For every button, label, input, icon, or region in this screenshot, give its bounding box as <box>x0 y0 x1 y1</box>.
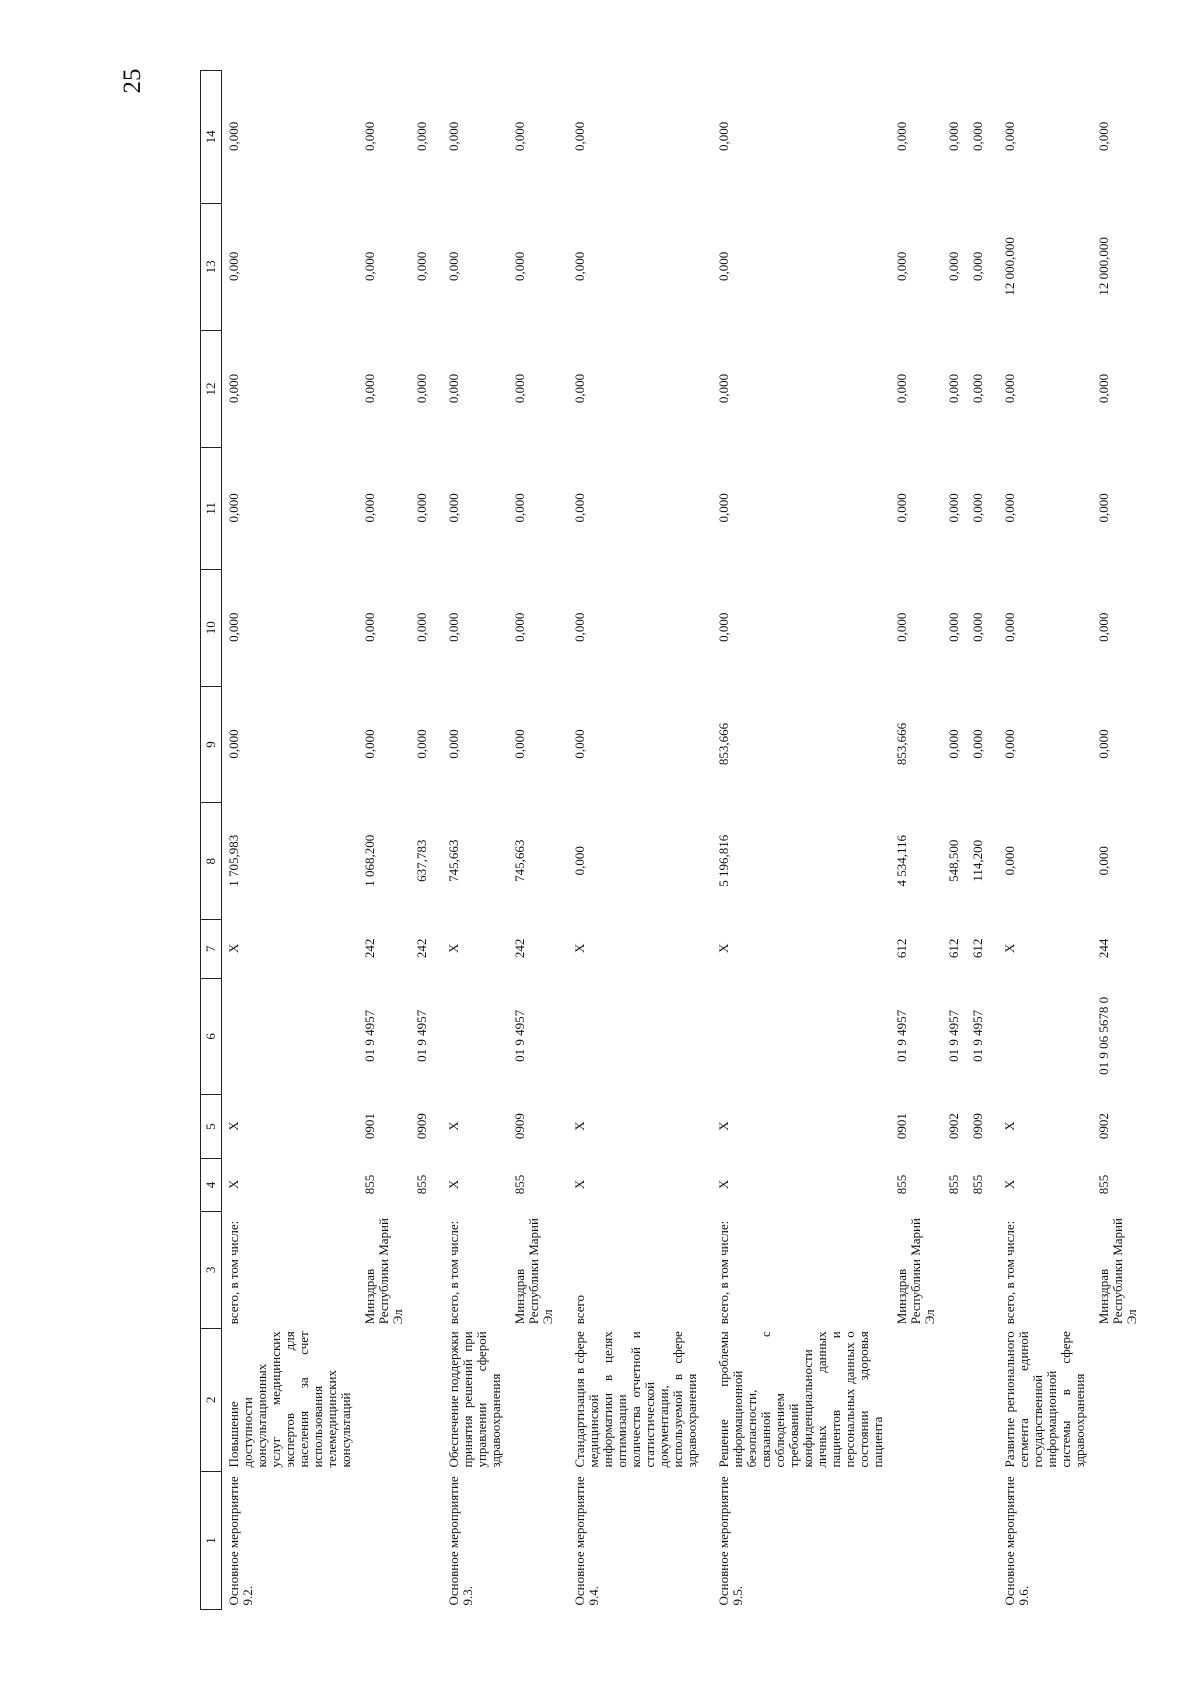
cell-value-2014: 0,000 <box>572 846 587 876</box>
cell-value-2016: 0,000 <box>716 612 731 642</box>
cell-activity-name <box>1092 1472 1144 1610</box>
cell-value-2019: 0,000 <box>446 251 461 282</box>
cell-expense-type: Х <box>572 943 587 954</box>
cell-grbs-code: 855 <box>946 1174 961 1195</box>
col-header: 10 <box>201 569 222 686</box>
cell-executor: Минздрав Республики Марий Эл <box>362 1218 405 1325</box>
cell-activity-name: Основное мероприятие 9.6. <box>1002 1476 1031 1606</box>
cell-value-2020: 0,000 <box>946 121 961 151</box>
table-row <box>410 71 434 1610</box>
cell-value-2015: 0,000 <box>1002 729 1017 759</box>
cell-activity-description: Обеспечение поддержки принятия решений при управлении сферой здравоохранения <box>446 1331 503 1468</box>
cell-value-2020: 0,000 <box>362 121 377 151</box>
col-header: 7 <box>201 920 222 978</box>
cell-value-2020: 0,000 <box>894 121 909 151</box>
col-header: 4 <box>201 1158 222 1211</box>
cell-section-code: Х <box>1002 1121 1017 1131</box>
cell-value-2015: 0,000 <box>362 729 377 759</box>
cell-target-article: 01 9 4957 <box>512 1009 527 1062</box>
cell-grbs-code: Х <box>1002 1179 1017 1190</box>
cell-value-2018: 0,000 <box>970 373 985 404</box>
col-header: 13 <box>201 203 222 330</box>
cell-value-2018: 0,000 <box>572 373 587 404</box>
cell-value-2016: 0,000 <box>446 612 461 642</box>
cell-value-2019: 0,000 <box>362 251 377 282</box>
cell-grbs-code: 855 <box>894 1174 909 1195</box>
table-body <box>222 71 1145 1610</box>
cell-value-2018: 0,000 <box>446 373 461 404</box>
cell-expense-type: 242 <box>414 938 429 959</box>
cell-activity-description <box>890 1328 942 1471</box>
cell-executor: всего, в том числе: <box>226 1220 241 1325</box>
cell-value-2016: 0,000 <box>970 612 985 642</box>
cell-section-code: Х <box>716 1121 731 1131</box>
cell-value-2017: 0,000 <box>946 493 961 523</box>
cell-value-2016: 0,000 <box>414 612 429 642</box>
cell-expense-type: 612 <box>946 938 961 959</box>
cell-activity-name: Основное мероприятие 9.4. <box>572 1476 601 1606</box>
cell-activity-description: Повышение доступности консультационных услуг медицинских экспертов для населения за счет использования телемедицинских консультаций <box>226 1331 353 1468</box>
cell-value-2020: 0,000 <box>970 121 985 151</box>
cell-activity-description <box>966 1328 990 1471</box>
cell-target-article <box>222 978 359 1095</box>
cell-value-2016: 0,000 <box>894 612 909 642</box>
cell-target-article <box>434 978 508 1095</box>
cell-expense-type: Х <box>716 943 731 954</box>
cell-expense-type: 242 <box>362 938 377 959</box>
cell-value-2019: 0,000 <box>572 251 587 282</box>
cell-section-code: 0902 <box>1096 1113 1111 1140</box>
cell-target-article: 01 9 4957 <box>894 1009 909 1062</box>
page-number: 25 <box>119 68 146 94</box>
cell-value-2018: 0,000 <box>512 373 527 404</box>
cell-executor: Минздрав Республики Марий Эл <box>894 1218 937 1325</box>
cell-value-2015: 0,000 <box>1096 729 1111 759</box>
table-row <box>990 71 1092 1610</box>
table-row <box>358 71 410 1610</box>
cell-section-code: 0909 <box>970 1113 985 1140</box>
col-header: 3 <box>201 1212 222 1329</box>
cell-value-2015: 0,000 <box>946 729 961 759</box>
cell-value-2019: 0,000 <box>512 251 527 282</box>
cell-value-2019: 12 000,000 <box>1096 237 1111 296</box>
cell-value-2017: 0,000 <box>512 493 527 523</box>
cell-activity-name: Основное мероприятие 9.3. <box>446 1476 475 1606</box>
cell-expense-type: 244 <box>1096 938 1111 959</box>
cell-section-code: 0901 <box>894 1113 909 1140</box>
cell-target-article <box>990 978 1092 1095</box>
cell-value-2014: 548,500 <box>946 839 961 882</box>
cell-section-code: Х <box>572 1121 587 1131</box>
col-header: 11 <box>201 447 222 569</box>
cell-value-2017: 0,000 <box>894 493 909 523</box>
cell-value-2018: 0,000 <box>716 373 731 404</box>
cell-value-2018: 0,000 <box>1002 373 1017 404</box>
cell-section-code: 0902 <box>946 1113 961 1140</box>
cell-value-2018: 0,000 <box>226 373 241 404</box>
cell-value-2017: 0,000 <box>970 493 985 523</box>
cell-activity-description <box>358 1328 410 1471</box>
cell-value-2014: 5 196,816 <box>716 834 731 887</box>
cell-value-2018: 0,000 <box>946 373 961 404</box>
cell-grbs-code: 855 <box>414 1174 429 1195</box>
cell-value-2017: 0,000 <box>414 493 429 523</box>
col-header: 12 <box>201 331 222 448</box>
cell-grbs-code: Х <box>716 1179 731 1190</box>
table-row <box>508 71 560 1610</box>
cell-value-2018: 0,000 <box>1096 373 1111 404</box>
cell-value-2019: 12 000,000 <box>1002 237 1017 296</box>
cell-activity-description <box>508 1328 560 1471</box>
col-header: 8 <box>201 803 222 920</box>
cell-grbs-code: Х <box>226 1179 241 1190</box>
cell-activity-name <box>966 1472 990 1610</box>
cell-value-2015: 0,000 <box>512 729 527 759</box>
cell-section-code: 0901 <box>362 1113 377 1140</box>
cell-activity-name <box>410 1472 434 1610</box>
cell-value-2015: 853,666 <box>894 722 909 766</box>
cell-target-article: 01 9 4957 <box>970 1009 985 1062</box>
cell-activity-description <box>942 1328 966 1471</box>
cell-value-2020: 0,000 <box>414 121 429 151</box>
cell-value-2020: 0,000 <box>1002 121 1017 151</box>
cell-value-2014: 1 705,983 <box>226 834 241 887</box>
cell-grbs-code: 855 <box>512 1174 527 1195</box>
table-row <box>560 71 704 1610</box>
cell-expense-type: Х <box>446 943 461 954</box>
cell-activity-name <box>508 1472 560 1610</box>
cell-value-2016: 0,000 <box>512 612 527 642</box>
cell-value-2017: 0,000 <box>446 493 461 523</box>
cell-executor: всего, в том числе: <box>1002 1220 1017 1325</box>
cell-section-code: 0909 <box>512 1113 527 1140</box>
cell-activity-name <box>890 1472 942 1610</box>
cell-value-2014: 637,783 <box>414 839 429 882</box>
cell-grbs-code: 855 <box>362 1174 377 1195</box>
cell-target-article: 01 9 06 5678 0 <box>1096 996 1111 1075</box>
cell-activity-name: Основное мероприятие 9.2. <box>226 1476 255 1606</box>
cell-value-2017: 0,000 <box>362 493 377 523</box>
cell-value-2014: 745,663 <box>446 839 461 882</box>
cell-grbs-code: Х <box>446 1179 461 1190</box>
cell-activity-name: Основное мероприятие 9.5. <box>716 1476 745 1606</box>
table-row <box>966 71 990 1610</box>
col-header: 6 <box>201 978 222 1095</box>
budget-table-container <box>200 70 1139 1610</box>
table-row <box>890 71 942 1610</box>
cell-value-2018: 0,000 <box>362 373 377 404</box>
cell-section-code: 0909 <box>414 1113 429 1140</box>
cell-expense-type: Х <box>226 943 241 954</box>
cell-value-2016: 0,000 <box>362 612 377 642</box>
cell-value-2014: 4 534,116 <box>894 835 909 887</box>
table-row <box>434 71 508 1610</box>
cell-grbs-code: Х <box>572 1179 587 1190</box>
cell-value-2015: 0,000 <box>970 729 985 759</box>
cell-activity-name <box>942 1472 966 1610</box>
cell-value-2020: 0,000 <box>226 121 241 151</box>
cell-value-2014: 0,000 <box>1096 846 1111 876</box>
cell-section-code: Х <box>226 1121 241 1131</box>
cell-value-2020: 0,000 <box>716 121 731 151</box>
cell-expense-type: 242 <box>512 938 527 959</box>
cell-grbs-code: 855 <box>1096 1174 1111 1195</box>
col-header: 5 <box>201 1095 222 1159</box>
cell-value-2019: 0,000 <box>970 251 985 282</box>
cell-target-article: 01 9 4957 <box>362 1009 377 1062</box>
cell-value-2015: 0,000 <box>414 729 429 759</box>
cell-value-2017: 0,000 <box>572 493 587 523</box>
col-header: 14 <box>201 71 222 204</box>
cell-executor: всего, в том числе: <box>716 1220 731 1325</box>
cell-value-2020: 0,000 <box>446 121 461 151</box>
cell-activity-description <box>1092 1328 1144 1471</box>
cell-executor: Минздрав Республики Марий Эл <box>512 1218 555 1325</box>
cell-value-2016: 0,000 <box>572 612 587 642</box>
cell-value-2020: 0,000 <box>1096 121 1111 151</box>
cell-target-article <box>704 978 890 1095</box>
cell-executor <box>942 1212 966 1329</box>
header-row <box>201 71 222 1610</box>
cell-activity-description: Развитие регионального сегмента единой государственной информационной системы в сфере здравоохранения <box>1002 1331 1087 1468</box>
cell-executor: всего, в том числе: <box>446 1220 461 1325</box>
cell-value-2019: 0,000 <box>226 251 241 282</box>
cell-target-article: 01 9 4957 <box>414 1009 429 1062</box>
cell-value-2016: 0,000 <box>1002 612 1017 642</box>
cell-executor: всего <box>572 1294 587 1325</box>
cell-value-2017: 0,000 <box>716 493 731 523</box>
cell-value-2017: 0,000 <box>1002 493 1017 523</box>
cell-executor: Минздрав Республики Марий Эл <box>1096 1218 1139 1325</box>
cell-expense-type: 612 <box>970 938 985 959</box>
cell-value-2020: 0,000 <box>572 121 587 151</box>
cell-value-2015: 0,000 <box>226 729 241 759</box>
cell-value-2019: 0,000 <box>894 251 909 282</box>
cell-grbs-code: 855 <box>970 1174 985 1195</box>
cell-expense-type: 612 <box>894 938 909 959</box>
cell-value-2016: 0,000 <box>226 612 241 642</box>
cell-value-2014: 0,000 <box>1002 846 1017 876</box>
cell-section-code: Х <box>446 1121 461 1131</box>
cell-value-2019: 0,000 <box>716 251 731 282</box>
cell-value-2014: 1 068,200 <box>362 834 377 887</box>
cell-value-2015: 0,000 <box>446 729 461 759</box>
cell-executor <box>966 1212 990 1329</box>
cell-value-2019: 0,000 <box>946 251 961 282</box>
cell-value-2020: 0,000 <box>512 121 527 151</box>
cell-value-2019: 0,000 <box>414 251 429 282</box>
cell-activity-description: Решение проблемы информационной безопасности, связанной с соблюдением требований конфиденциальности личных данных пациентов и персональных данных о состоянии здоровья пациента <box>716 1331 885 1468</box>
cell-target-article <box>560 978 704 1095</box>
cell-value-2014: 114,200 <box>970 839 985 882</box>
cell-value-2018: 0,000 <box>894 373 909 404</box>
cell-value-2016: 0,000 <box>1096 612 1111 642</box>
cell-value-2017: 0,000 <box>1096 493 1111 523</box>
col-header: 2 <box>201 1328 222 1471</box>
cell-value-2016: 0,000 <box>946 612 961 642</box>
cell-executor <box>410 1212 434 1329</box>
cell-activity-description: Стандартизация в сфере медицинской информатики в целях оптимизации количества отчетной и статистической документации, используемой в сфере здравоохранения <box>572 1331 699 1468</box>
cell-value-2015: 0,000 <box>572 729 587 759</box>
budget-table <box>200 70 1144 1610</box>
table-row <box>1092 71 1144 1610</box>
table-row <box>704 71 890 1610</box>
cell-value-2015: 853,666 <box>716 722 731 766</box>
table-row <box>942 71 966 1610</box>
col-header: 9 <box>201 686 222 803</box>
col-header: 1 <box>201 1472 222 1610</box>
cell-activity-name <box>358 1472 410 1610</box>
cell-value-2018: 0,000 <box>414 373 429 404</box>
cell-expense-type: Х <box>1002 943 1017 954</box>
cell-value-2017: 0,000 <box>226 493 241 523</box>
table-row <box>222 71 359 1610</box>
cell-activity-description <box>410 1328 434 1471</box>
cell-value-2014: 745,663 <box>512 839 527 882</box>
cell-target-article: 01 9 4957 <box>946 1009 961 1062</box>
